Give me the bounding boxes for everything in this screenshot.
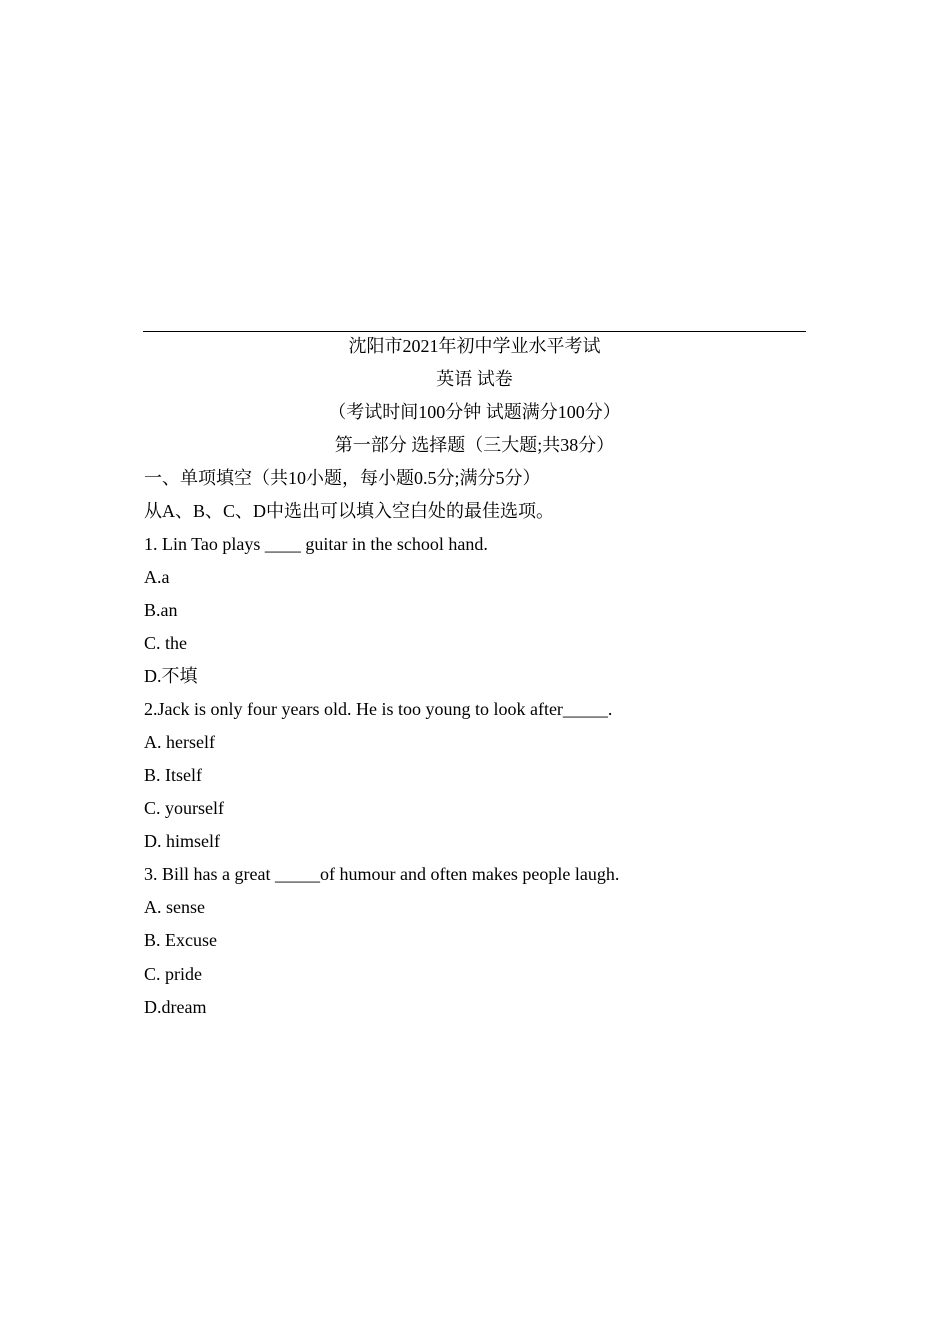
question-stem: 3. Bill has a great _____of humour and often makes people laugh. [144,864,620,884]
answer-option: C. the [144,633,187,653]
section-title: 一、单项填空（共10小题，每小题0.5分;满分5分） [144,468,541,488]
answer-option: B.an [144,600,178,620]
exam-subject: 英语 试卷 [436,369,513,389]
exam-title: 沈阳市2021年初中学业水平考试 [348,336,601,356]
part-heading: 第一部分 选择题（三大题;共38分） [334,435,615,455]
answer-option: A. herself [144,732,215,752]
answer-option: A. sense [144,897,205,917]
answer-option: D. himself [144,831,220,851]
header-rule [143,331,806,332]
question-stem: 2.Jack is only four years old. He is too young to look after_____. [144,699,613,719]
answer-option: C. yourself [144,798,224,818]
answer-option: D.不填 [144,666,198,686]
answer-option: D.dream [144,997,207,1017]
answer-option: B. Itself [144,765,202,785]
answer-option: A.a [144,567,170,587]
answer-option: B. Excuse [144,930,217,950]
section-instruction: 从A、B、C、D中选出可以填入空白处的最佳选项。 [144,501,555,521]
exam-info: （考试时间100分钟 试题满分100分） [328,402,621,422]
question-stem: 1. Lin Tao plays ____ guitar in the school hand. [144,534,488,554]
answer-option: C. pride [144,964,202,984]
